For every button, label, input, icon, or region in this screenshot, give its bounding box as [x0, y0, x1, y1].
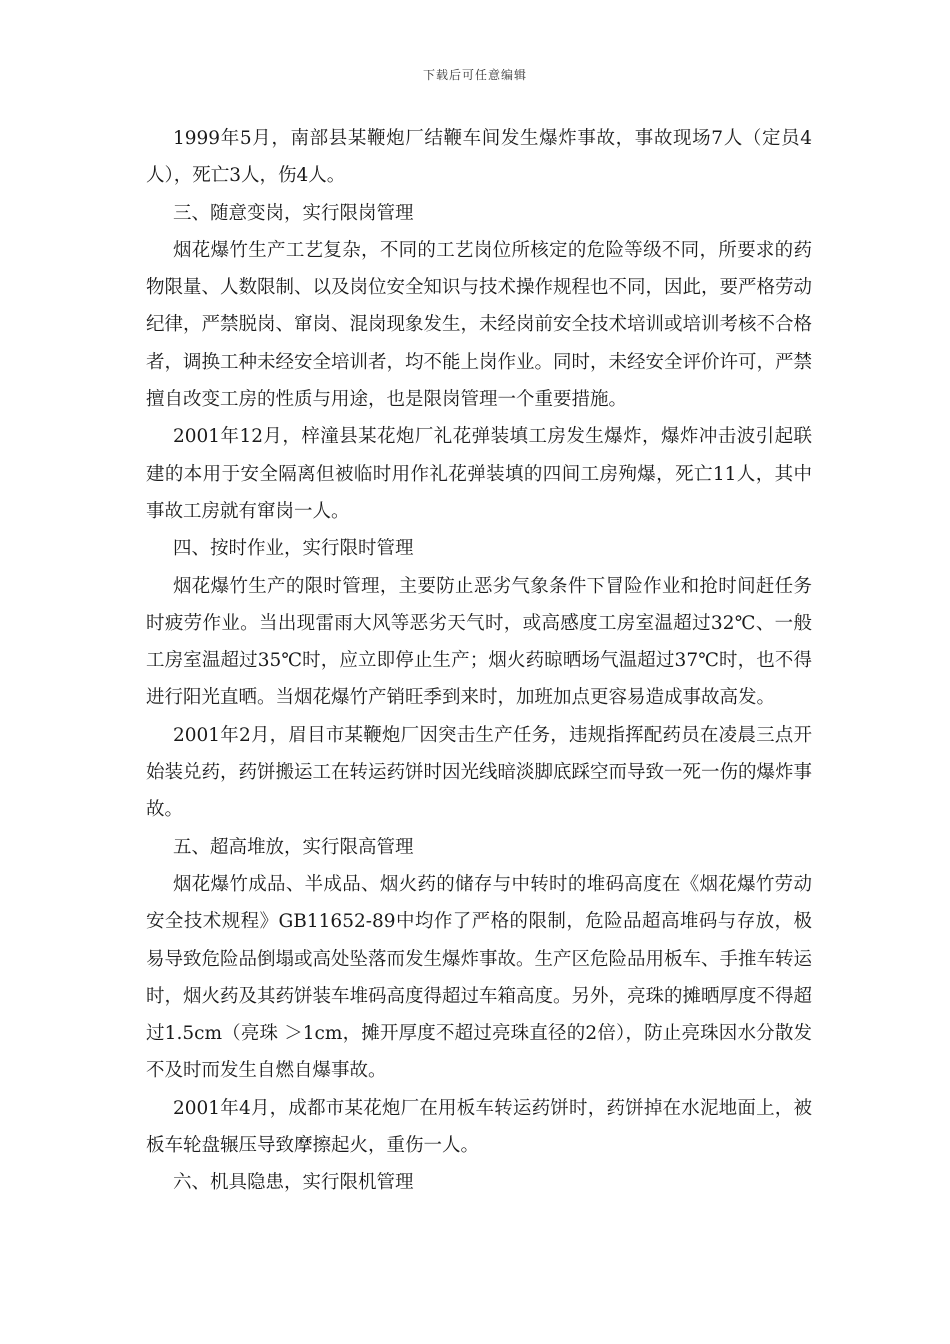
section-heading-6: 六、机具隐患，实行限机管理 [173, 1172, 414, 1194]
paragraph-height-management: 烟花爆竹成品、半成品、烟火药的储存与中转时的堆码高度在《烟花爆竹劳动安全技术规程》GB11652-89中均作了严格的限制，危险品超高堆码与存放，极易导致危险品倒塌或高处坠落而发生爆炸事故。生产区危险品用板车、手推车转运时，烟火药及其药饼装车堆码高度得超过车箱高度。另外，亮珠的摊晒厚度不得超过1.5cm（亮珠 ＞1cm，摊开厚度不超过亮珠直径的2倍），防止亮珠因水分散发不及时而发生自燃自爆事故。 [146, 873, 813, 1082]
paragraph-accident-1999: 1999年5月，南部县某鞭炮厂结鞭车间发生爆炸事故，事故现场7人（定员4人），死亡3人，伤4人。 [146, 128, 812, 187]
page-header: 下载后可任意编辑 [422, 68, 527, 82]
section-heading-5: 五、超高堆放，实行限高管理 [173, 836, 414, 858]
paragraph-accident-2001-12: 2001年12月，梓潼县某花炮厂礼花弹装填工房发生爆炸，爆炸冲击波引起联建的本用于安全隔离但被临时用作礼花弹装填的四间工房殉爆，死亡11人，其中事故工房就有窜岗一人。 [146, 426, 812, 522]
paragraph-accident-2001-04: 2001年4月，成都市某花炮厂在用板车转运药饼时，药饼掉在水泥地面上，被板车轮盘辗压导致摩擦起火，重伤一人。 [146, 1097, 812, 1157]
section-heading-4: 四、按时作业，实行限时管理 [173, 538, 414, 560]
paragraph-time-management: 烟花爆竹生产的限时管理，主要防止恶劣气象条件下冒险作业和抢时间赶任务时疲劳作业。当出现雷雨大风等恶劣天气时，或高感度工房室温超过32℃、一般工房室温超过35℃时，应立即停止生产；烟火药晾晒场气温超过37℃时，也不得进行阳光直晒。当烟花爆竹产销旺季到来时，加班加点更容易造成事故高发。 [146, 575, 812, 709]
paragraph-accident-2001-02: 2001年2月，眉目市某鞭炮厂因突击生产任务，违规指挥配药员在凌晨三点开始装兑药，药饼搬运工在转运药饼时因光线暗淡脚底踩空而导致一死一伤的爆炸事故。 [146, 724, 813, 821]
document-body [146, 120, 812, 1202]
paragraph-post-management: 烟花爆竹生产工艺复杂，不同的工艺岗位所核定的危险等级不同，所要求的药物限量、人数限制、以及岗位安全知识与技术操作规程也不同，因此，要严格劳动纪律，严禁脱岗、窜岗、混岗现象发生，未经岗前安全技术培训或培训考核不合格者，调换工种未经安全培训者，均不能上岗作业。同时，未经安全评价许可，严禁擅自改变工房的性质与用途，也是限岗管理一个重要措施。 [146, 239, 813, 411]
section-heading-3: 三、随意变岗，实行限岗管理 [173, 202, 414, 224]
